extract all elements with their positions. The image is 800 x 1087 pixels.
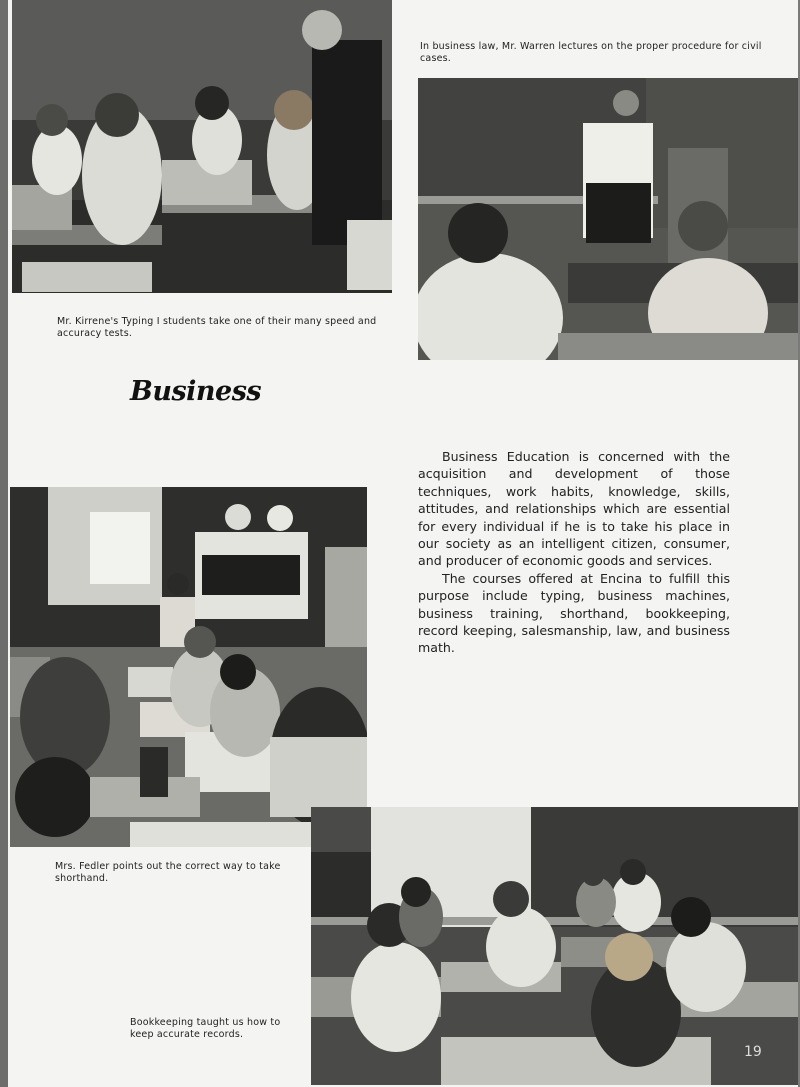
bookkeeping-caption: Bookkeeping taught us how to keep accurate records.	[130, 1017, 281, 1040]
page-number: 19	[744, 1044, 762, 1060]
typing-caption: Mr. Kirrene's Typing I students take one of their many speed and accuracy tests.	[57, 316, 377, 339]
typing-class-photo	[12, 0, 392, 293]
business-law-photo	[418, 78, 798, 360]
body-text	[418, 448, 730, 657]
section-title: Business	[130, 376, 262, 407]
binding-edge	[0, 0, 8, 1087]
body-paragraph-2: The courses offered at Encina to fulfill this purpose include typing, business machines, business training, shorthand, bookkeeping, record keeping, salesmanship, law, and business math.	[418, 570, 730, 656]
bookkeeping-class-photo	[311, 807, 798, 1085]
law-caption: In business law, Mr. Warren lectures on the proper procedure for civil cases.	[420, 41, 762, 64]
body-paragraph-1: Business Education is concerned with the acquisition and development of those techniques, work habits, knowledge, skills, attitudes, and relationships which are essential for every individual if he is to take his place in our society as an intelligent citizen, consumer, and producer of economic goods and services.	[418, 449, 730, 569]
shorthand-class-photo	[10, 487, 367, 847]
shorthand-caption: Mrs. Fedler points out the correct way to take shorthand.	[55, 861, 281, 884]
